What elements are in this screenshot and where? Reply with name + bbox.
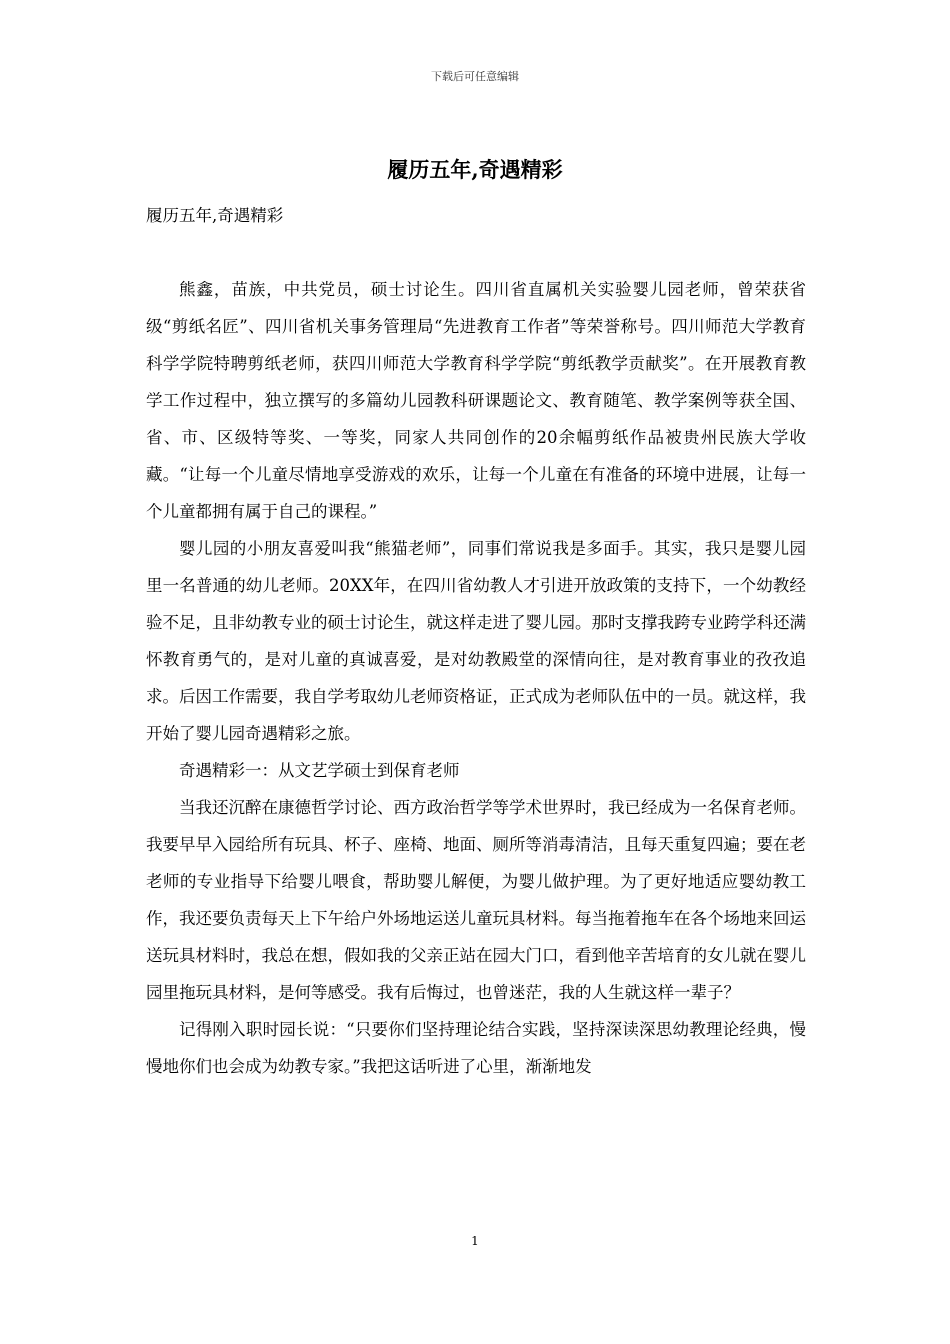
document-body [146,197,806,1085]
paragraph-intro: 熊鑫，苗族，中共党员，硕士讨论生。四川省直属机关实验婴儿园老师，曾荣获省级“剪纸名匠”、四川省机关事务管理局“先进教育工作者”等荣誉称号。四川师范大学教育科学学院特聘剪纸老师，获四川师范大学教育科学学院“剪纸教学贡献奖”。在开展教育教学工作过程中，独立撰写的多篇幼儿园教科研课题论文、教育随笔、教学案例等获全国、省、市、区级特等奖、一等奖，同家人共同创作的20余幅剪纸作品被贵州民族大学收藏。“让每一个儿童尽情地享受游戏的欢乐，让每一个儿童在有准备的环境中进展，让每一个儿童都拥有属于自己的课程。” [146,280,806,521]
document-title: 履历五年,奇遇精彩 [387,157,563,182]
page-number: 1 [471,1234,479,1248]
paragraph-nurse-teacher: 当我还沉醉在康德哲学讨论、西方政治哲学等学术世界时，我已经成为一名保育老师。我要早早入园给所有玩具、杯子、座椅、地面、厕所等消毒清洁，且每天重复四遍；要在老老师的专业指导下给婴儿喂食，帮助婴儿解便，为婴儿做护理。为了更好地适应婴幼教工作，我还要负责每天上下午给户外场地运送儿童玩具材料。每当拖着拖车在各个场地来回运送玩具材料时，我总在想，假如我的父亲正站在园大门口，看到他辛苦培育的女儿就在婴儿园里拖玩具材料，是何等感受。我有后悔过，也曾迷茫，我的人生就这样一辈子？ [146,798,806,1002]
paragraph-nickname: 婴儿园的小朋友喜爱叫我“熊猫老师”，同事们常说我是多面手。其实，我只是婴儿园里一名普通的幼儿老师。20XX年，在四川省幼教人才引进开放政策的支持下，一个幼教经验不足，且非幼教专业的硕士讨论生，就这样走进了婴儿园。那时支撑我跨专业跨学科还满怀教育勇气的，是对儿童的真诚喜爱，是对幼教殿堂的深情向往，是对教育事业的孜孜追求。后因工作需要，我自学考取幼儿老师资格证，正式成为老师队伍中的一员。就这样，我开始了婴儿园奇遇精彩之旅。 [146,539,806,743]
document-subtitle: 履历五年,奇遇精彩 [146,206,284,225]
page-header-note: 下载后可任意编辑 [431,70,519,83]
section-heading: 奇遇精彩一：从文艺学硕士到保育老师 [179,761,460,780]
paragraph-principal-quote: 记得刚入职时园长说：“只要你们坚持理论结合实践，坚持深读深思幼教理论经典，慢慢地你们也会成为幼教专家。”我把这话听进了心里，渐渐地发 [146,1020,806,1076]
